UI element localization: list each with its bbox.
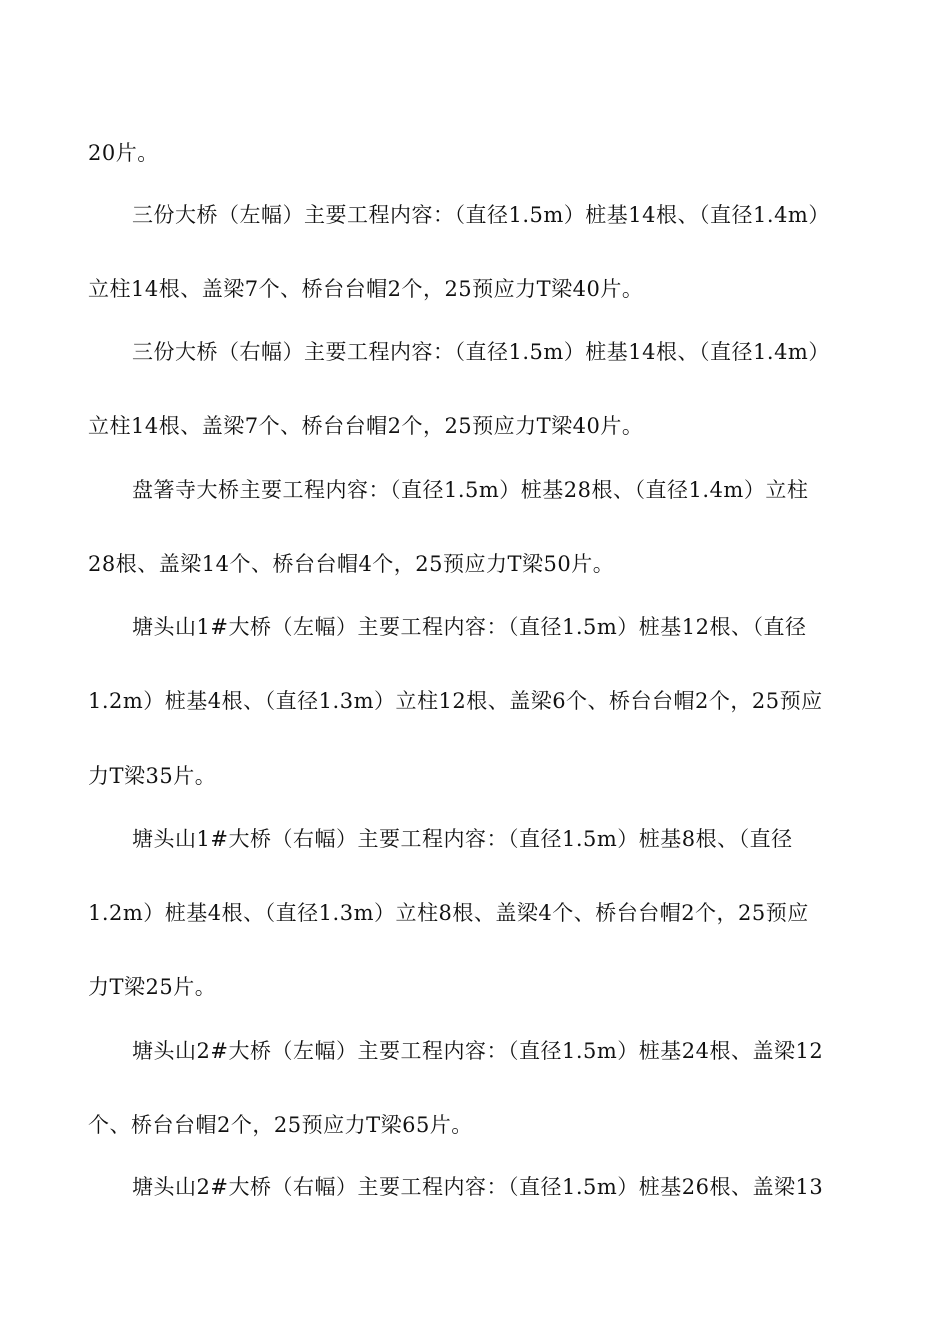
text-line: 立柱14根、盖梁7个、桥台台帽2个，25预应力T梁40片。 [88, 414, 644, 438]
text-line: 盘箸寺大桥主要工程内容：（直径1.5m）桩基28根、（直径1.4m）立柱 [132, 478, 809, 502]
text-line: 28根、盖梁14个、桥台台帽4个，25预应力T梁50片。 [88, 552, 615, 576]
text-line: 塘头山1#大桥（右幅）主要工程内容：（直径1.5m）桩基8根、（直径 [132, 827, 793, 851]
text-line: 三份大桥（左幅）主要工程内容：（直径1.5m）桩基14根、（直径1.4m） [132, 203, 830, 227]
text-line: 个、桥台台帽2个，25预应力T梁65片。 [88, 1113, 473, 1137]
text-line: 立柱14根、盖梁7个、桥台台帽2个，25预应力T梁40片。 [88, 277, 644, 301]
text-line: 塘头山2#大桥（右幅）主要工程内容：（直径1.5m）桩基26根、盖梁13 [132, 1175, 824, 1199]
text-line: 三份大桥（右幅）主要工程内容：（直径1.5m）桩基14根、（直径1.4m） [132, 340, 830, 364]
text-line: 1.2m）桩基4根、（直径1.3m）立柱8根、盖梁4个、桥台台帽2个，25预应 [88, 901, 809, 925]
text-line: 塘头山1#大桥（左幅）主要工程内容：（直径1.5m）桩基12根、（直径 [132, 615, 807, 639]
text-line: 力T梁25片。 [88, 975, 217, 999]
text-line: 力T梁35片。 [88, 764, 217, 788]
text-line: 20片。 [88, 141, 159, 165]
text-line: 塘头山2#大桥（左幅）主要工程内容：（直径1.5m）桩基24根、盖梁12 [132, 1039, 824, 1063]
text-line: 1.2m）桩基4根、（直径1.3m）立柱12根、盖梁6个、桥台台帽2个，25预应 [88, 689, 823, 713]
